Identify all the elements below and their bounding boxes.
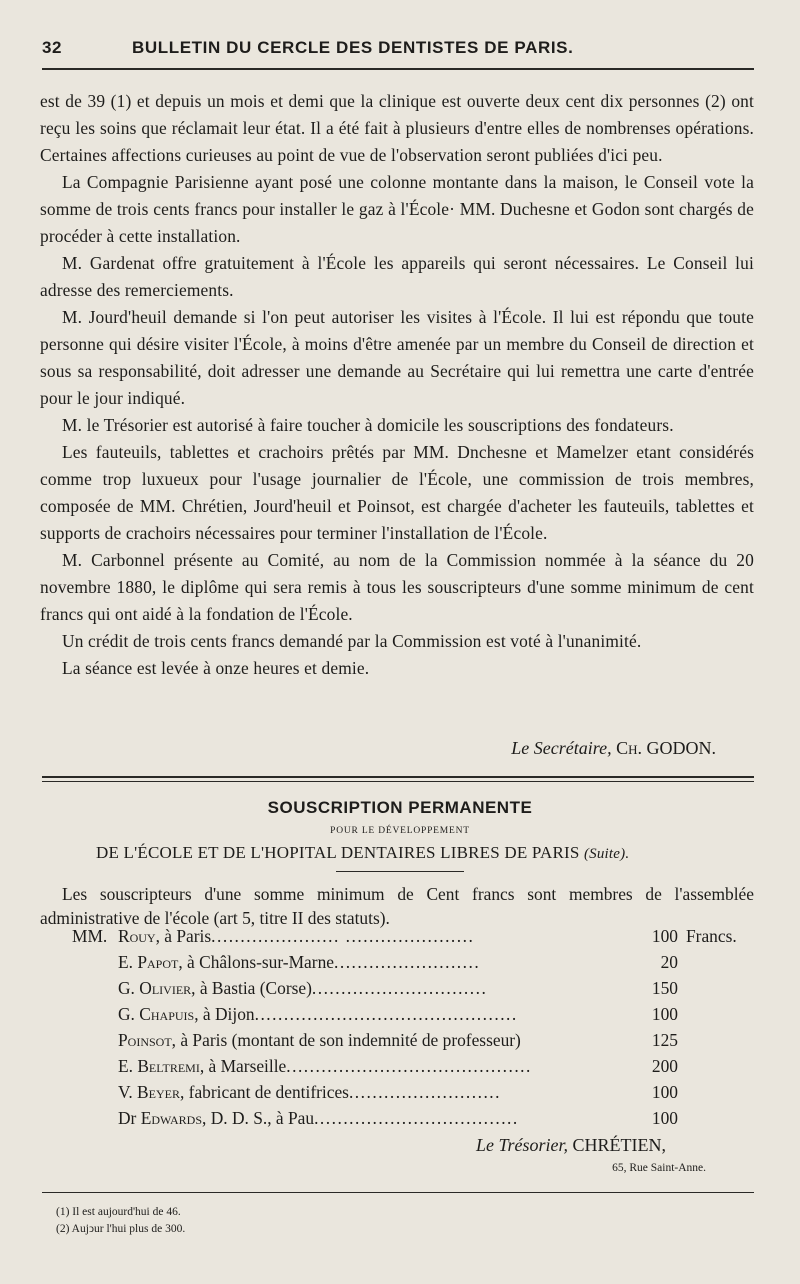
intro-paragraph: Les souscripteurs d'une somme minimum de Cent francs sont membres de l'assemblée administrative de l'école (art 5, titre II des statuts). bbox=[40, 884, 754, 928]
section-subtitle-2 bbox=[96, 843, 629, 863]
page-number: 32 bbox=[42, 38, 63, 57]
treasurer-address: 65, Rue Saint-Anne. bbox=[612, 1162, 706, 1174]
paragraph: Les fauteuils, tablettes et crachoirs prêtés par MM. Dnchesne et Mamelzer etant considérés comme trop luxueux pour l'usage journalier de l'École, une commission de trois membres, composée de MM. Chrétien, Jourd'heuil et Poinsot, est chargée d'acheter les fauteuils, tablettes et supports de crachoirs nécessaires pour terminer l'installation de l'École. bbox=[40, 442, 754, 543]
mm-prefix: MM. bbox=[72, 926, 108, 946]
signature-role: Le Secrétaire, bbox=[511, 738, 612, 758]
paragraph: M. le Trésorier est autorisé à faire toucher à domicile les souscriptions des fondateurs. bbox=[62, 415, 674, 435]
subscriber-name: Poinsot, à Paris (montant de son indemnité de professeur) bbox=[118, 1030, 521, 1050]
paragraph: La Compagnie Parisienne ayant posé une colonne montante dans la maison, le Conseil vote la somme de trois cents francs pour installer le gaz à l'École· MM. Duchesne et Godon sont chargés de procéder à cette installation. bbox=[40, 172, 754, 246]
subscription-intro bbox=[40, 882, 754, 930]
subscriber-amount: 200 bbox=[651, 1056, 678, 1076]
page-header bbox=[42, 38, 754, 62]
section-title: SOUSCRIPTION PERMANENTE bbox=[267, 798, 533, 817]
footnote: (1) Il est aujourd'hui de 46. bbox=[56, 1206, 181, 1218]
list-item bbox=[0, 1030, 800, 1056]
paragraph: M. Gardenat offre gratuitement à l'École les appareils qui seront nécessaires. Le Conseil lui adresse des remerciements. bbox=[40, 253, 754, 300]
subscriber-name: E. Papot, à Châlons-sur-Marne......................... bbox=[118, 952, 481, 972]
header-rule bbox=[42, 68, 754, 70]
subscriber-name: Rouy, à Paris...................... ...................... bbox=[118, 926, 475, 946]
list-item bbox=[0, 952, 800, 978]
list-item bbox=[0, 978, 800, 1004]
list-item bbox=[0, 1082, 800, 1108]
subscriber-name: E. Beltremi, à Marseille.......................................... bbox=[118, 1056, 532, 1076]
subscriber-amount: 100 bbox=[651, 1004, 678, 1024]
list-item bbox=[0, 926, 800, 952]
section-subtitle-2-suffix: (Suite). bbox=[583, 846, 630, 862]
currency-label: Francs. bbox=[686, 926, 737, 946]
footnote-rule bbox=[42, 1192, 754, 1193]
subscriber-name: V. Beyer, fabricant de dentifrices.......................... bbox=[118, 1082, 501, 1102]
paragraph: Un crédit de trois cents francs demandé par la Commission est voté à l'unanimité. bbox=[62, 631, 642, 651]
subscriber-amount: 100 bbox=[651, 1108, 678, 1128]
minutes-text bbox=[40, 88, 754, 682]
paragraph: M. Jourd'heuil demande si l'on peut autoriser les visites à l'École. Il lui est répondu que toute personne qui désire visiter l'École, à moins d'être amenée par un membre du Conseil de direction et sous sa responsabilité, doit adresser une demande au Secrétaire qui lui remettra une carte d'entrée pour le jour indiqué. bbox=[40, 307, 754, 408]
section-subtitle-2-text: DE L'ÉCOLE ET DE L'HOPITAL DENTAIRES LIBRES DE PARIS bbox=[96, 843, 580, 862]
treasurer-signature bbox=[40, 1135, 666, 1156]
subscriber-amount: 125 bbox=[651, 1030, 678, 1050]
treasurer-role: Le Trésorier, bbox=[475, 1135, 568, 1155]
paragraph: La séance est levée à onze heures et demie. bbox=[62, 658, 370, 678]
section-short-rule bbox=[336, 871, 464, 872]
section-double-rule-bottom bbox=[42, 781, 754, 782]
signature-name: GODON. bbox=[646, 738, 716, 758]
secretary-signature bbox=[40, 738, 716, 759]
list-item bbox=[0, 1004, 800, 1030]
subscriber-name: G. Chapuis, à Dijon............................................. bbox=[118, 1004, 518, 1024]
subscriber-amount: 150 bbox=[651, 978, 678, 998]
list-item bbox=[0, 1108, 800, 1134]
treasurer-name: CHRÉTIEN, bbox=[572, 1135, 666, 1155]
list-item bbox=[0, 1056, 800, 1082]
section-double-rule-top bbox=[42, 776, 754, 778]
subscriber-amount: 20 bbox=[660, 952, 678, 972]
footnote: (2) Aujↄur l'hui plus de 300. bbox=[56, 1223, 186, 1235]
subscriber-amount: 100 bbox=[651, 926, 678, 946]
subscriber-amount: 100 bbox=[651, 1082, 678, 1102]
paragraph: est de 39 (1) et depuis un mois et demi que la clinique est ouverte deux cent dix personnes (2) ont reçu les soins que réclamait leur état. Il a été fait à plusieurs d'entre elles de nombrenses opérations. Certaines affections curieuses au point de vue de l'observation seront publiées d'ici peu. bbox=[40, 91, 754, 165]
signature-initial: Ch. bbox=[616, 738, 642, 758]
running-title: BULLETIN DU CERCLE DES DENTISTES DE PARIS. bbox=[132, 38, 574, 57]
paragraph: M. Carbonnel présente au Comité, au nom de la Commission nommée à la séance du 20 novembre 1880, le diplôme qui sera remis à tous les souscripteurs d'une somme minimum de cent francs qui ont aidé à la fondation de l'École. bbox=[40, 550, 754, 624]
section-subtitle: POUR LE DÉVELOPPEMENT bbox=[330, 826, 470, 836]
subscriber-name: G. Olivier, à Bastia (Corse).............................. bbox=[118, 978, 488, 998]
subscriber-name: Dr Edwards, D. D. S., à Pau................................... bbox=[118, 1108, 519, 1128]
